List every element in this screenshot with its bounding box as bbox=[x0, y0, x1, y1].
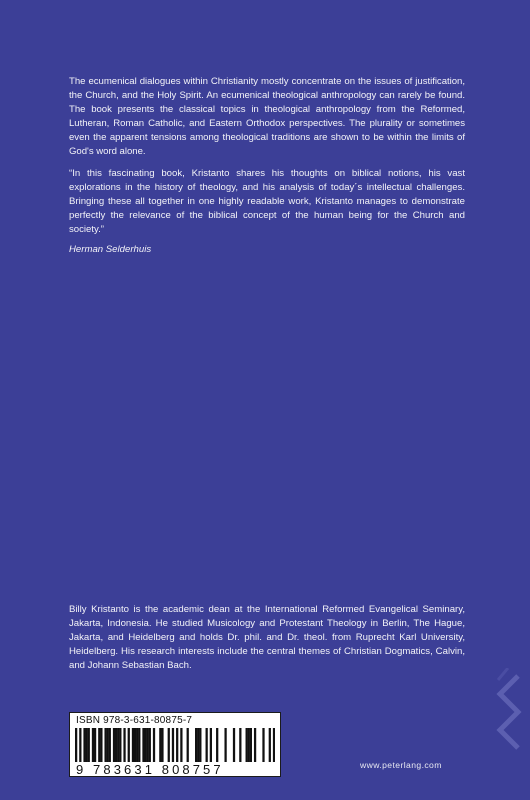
barcode-bar bbox=[149, 728, 151, 762]
endorsement-author: Herman Selderhuis bbox=[69, 244, 152, 255]
isbn-label: ISBN 978-3-631-80875-7 bbox=[76, 715, 193, 726]
barcode-bar bbox=[195, 728, 197, 762]
barcode-bar bbox=[239, 728, 241, 762]
barcode-bar bbox=[216, 728, 218, 762]
publisher-url: www.peterlang.com bbox=[360, 760, 442, 770]
barcode-bar bbox=[273, 728, 275, 762]
isbn-barcode bbox=[69, 712, 281, 777]
blurb-section bbox=[69, 75, 465, 257]
barcode-bar bbox=[88, 728, 90, 762]
barcode-bar bbox=[153, 728, 155, 762]
barcode-bar bbox=[250, 728, 252, 762]
barcode-bar bbox=[104, 728, 106, 762]
barcode-bar bbox=[248, 728, 250, 762]
barcode-bar bbox=[197, 728, 199, 762]
barcode-bar bbox=[94, 728, 96, 762]
barcode-bars bbox=[75, 728, 275, 762]
barcode-bar bbox=[159, 728, 161, 762]
barcode-bar bbox=[199, 728, 201, 762]
barcode-bar bbox=[254, 728, 256, 762]
barcode-bar bbox=[269, 728, 271, 762]
barcode-bar bbox=[210, 728, 212, 762]
barcode-bar bbox=[115, 728, 117, 762]
barcode-digits: 9 783631 808757 bbox=[76, 762, 224, 777]
barcode-bar bbox=[246, 728, 248, 762]
endorsement-quote: “In this fascinating book, Kristanto shares his thoughts on biblical notions, his vast explorations in the history of theology, and his analysis of today´s intellectual challenges. Bringing these all together in one highly readable work, Kristanto manages to demonstrate perfectly the relevance of the biblical concept of the human being for the Church and society.” bbox=[69, 168, 465, 235]
barcode-bar bbox=[132, 728, 134, 762]
barcode-bar bbox=[134, 728, 136, 762]
barcode-bar bbox=[142, 728, 144, 762]
barcode-bar bbox=[119, 728, 121, 762]
barcode-bar bbox=[107, 728, 109, 762]
barcode-bar bbox=[75, 728, 77, 762]
barcode-bar bbox=[123, 728, 125, 762]
barcode-bar bbox=[168, 728, 170, 762]
barcode-bar bbox=[172, 728, 174, 762]
barcode-bar bbox=[113, 728, 115, 762]
barcode-bar bbox=[161, 728, 163, 762]
barcode-bar bbox=[176, 728, 178, 762]
barcode-bar bbox=[83, 728, 85, 762]
barcode-bar bbox=[136, 728, 138, 762]
barcode-bar bbox=[224, 728, 226, 762]
barcode-bar bbox=[147, 728, 149, 762]
author-bio: Billy Kristanto is the academic dean at the International Reformed Evangelical Seminary, Jakarta, Indonesia. He studied Musicology and Protestant Theology in Berlin, The Hague, Jakarta, and Heidelberg and holds Dr. phil. and Dr. theol. from Ruprecht Karl University, Heidelberg. His research interests include the central themes of Christian Dogmatics, Calvin, and Johann Sebastian Bach. bbox=[69, 604, 465, 671]
barcode-bar bbox=[109, 728, 111, 762]
blurb-paragraph: The ecumenical dialogues within Christianity mostly concentrate on the issues of justification, the Church, and the Holy Spirit. An ecumenical theological anthropology can rarely be found. The book presents the classical topics in theological anthropology from the Reformed, Lutheran, Roman Catholic, and Eastern Orthodox perspectives. The plurality or sometimes even the apparent tensions among theological traditions are shown to be within the limits of God's word alone. bbox=[69, 76, 465, 157]
barcode-bar bbox=[262, 728, 264, 762]
barcode-bar bbox=[128, 728, 130, 762]
barcode-bar bbox=[100, 728, 102, 762]
barcode-bar bbox=[92, 728, 94, 762]
barcode-bar bbox=[138, 728, 140, 762]
barcode-bar bbox=[98, 728, 100, 762]
barcode-bar bbox=[206, 728, 208, 762]
barcode-bar bbox=[144, 728, 146, 762]
barcode-bar bbox=[117, 728, 119, 762]
barcode-bar bbox=[86, 728, 88, 762]
peter-lang-logo-icon bbox=[472, 668, 522, 758]
barcode-bar bbox=[79, 728, 81, 762]
barcode-bar bbox=[180, 728, 182, 762]
barcode-bar bbox=[233, 728, 235, 762]
barcode-bar bbox=[187, 728, 189, 762]
